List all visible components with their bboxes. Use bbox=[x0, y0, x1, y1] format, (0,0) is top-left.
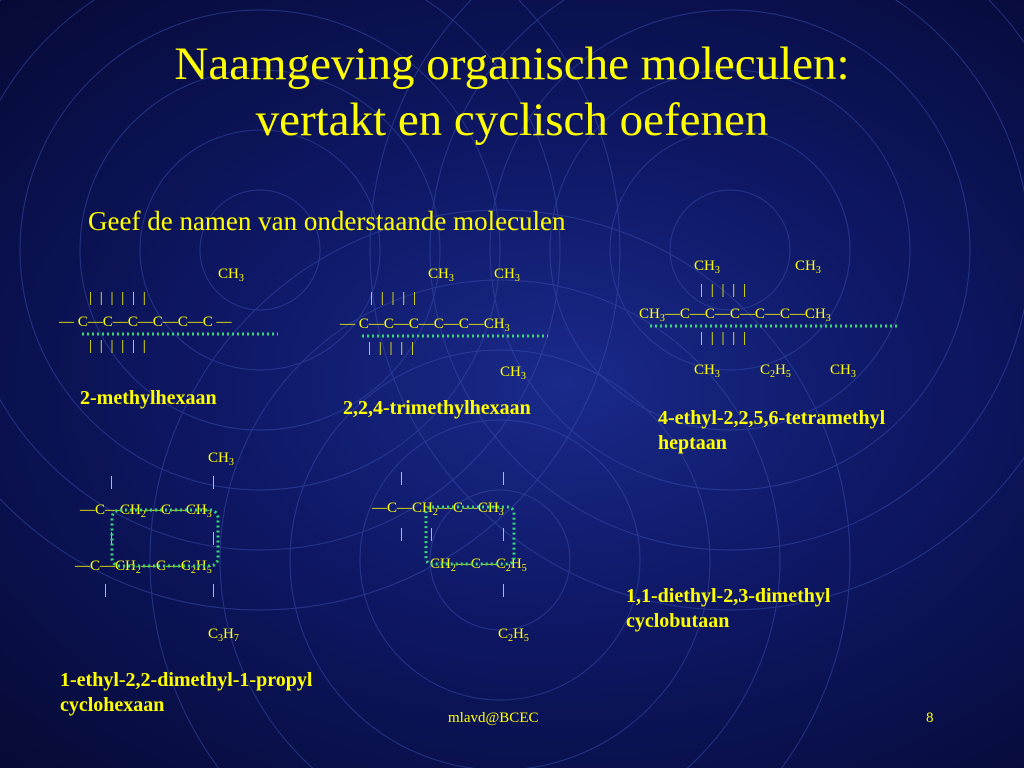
m4-row-1: $—C—CH_2—C—CH_3$ bbox=[80, 502, 212, 520]
m1-top-ch3: $CH_3$ bbox=[218, 266, 244, 284]
m3-name-line-1: 4-ethyl-2,2,5,6-tetramethyl bbox=[658, 407, 886, 429]
m4-bond-a: | bbox=[110, 474, 114, 490]
m4-bond-c: | bbox=[110, 530, 114, 546]
m1-chain: — C—C—C—C—C—C — bbox=[59, 314, 232, 330]
m3-name-line-2: heptaan bbox=[658, 432, 727, 454]
footer-text: mlavd@BCEC bbox=[448, 710, 539, 726]
title-line-1: Naamgeving organische moleculen: bbox=[174, 38, 850, 90]
m4-bond-e: | bbox=[104, 582, 108, 598]
m3-bottom-ch3-a: $CH_3$ bbox=[694, 362, 720, 380]
m2-top-ch3-b: $CH_3$ bbox=[494, 266, 520, 284]
m2-name: 2,2,4-trimethylhexaan bbox=[343, 397, 531, 419]
m2-top-ch3-a: $CH_3$ bbox=[428, 266, 454, 284]
m3-bottom-ch3-b: $CH_3$ bbox=[830, 362, 856, 380]
m3-bottom-c2h5: $C_2H_5$ bbox=[760, 362, 791, 380]
page-number: 8 bbox=[926, 710, 934, 726]
m4-bond-b: | bbox=[212, 474, 216, 490]
m1-bonds-up: | | | | | | bbox=[89, 290, 146, 306]
m4-row-2: $—C—CH_2—C—C_2H_5$ bbox=[75, 558, 212, 576]
m2-bonds-up: | | | | | bbox=[370, 290, 417, 306]
m5-name-line-2: cyclobutaan bbox=[626, 610, 730, 632]
m2-bonds-down: | | | | | bbox=[368, 340, 415, 356]
m4-bond-f: | bbox=[212, 582, 216, 598]
m3-top-ch3-a: $CH_3$ bbox=[694, 258, 720, 276]
title-line-2: vertakt en cyclisch oefenen bbox=[255, 94, 769, 146]
m1-bonds-down: | | | | | | bbox=[89, 338, 146, 354]
m5-bond-e: | bbox=[502, 526, 506, 542]
m5-bottom-c2h5: $C_2H_5$ bbox=[498, 626, 529, 644]
m5-bond-c: | bbox=[400, 526, 404, 542]
instruction-text: Geef de namen van onderstaande moleculen bbox=[88, 206, 566, 236]
m3-bonds-down: | | | | | bbox=[700, 330, 747, 346]
m5-name-line-1: 1,1-diethyl-2,3-dimethyl bbox=[626, 585, 831, 607]
m5-bond-f: | bbox=[502, 582, 506, 598]
m4-bond-d: | bbox=[212, 530, 216, 546]
m3-bonds-up: | | | | | bbox=[700, 282, 747, 298]
m1-name: 2-methylhexaan bbox=[80, 387, 217, 409]
m2-chain: — $C—C—C—C—C—CH_3$ bbox=[340, 316, 510, 334]
m5-row-1: $—C—CH_2—C—CH_3$ bbox=[372, 500, 504, 518]
m4-name-line-2: cyclohexaan bbox=[60, 694, 165, 716]
m5-row-2: $CH_2—C—C_2H_5$ bbox=[430, 556, 527, 574]
m3-chain: $CH_3—C—C—C—C—C—CH_3$ bbox=[639, 306, 831, 324]
m3-top-ch3-b: $CH_3$ bbox=[795, 258, 821, 276]
m4-top-ch3: $CH_3$ bbox=[208, 450, 234, 468]
m5-bond-b: | bbox=[502, 470, 506, 486]
m2-bottom-ch3: $CH_3$ bbox=[500, 364, 526, 382]
m4-name-line-1: 1-ethyl-2,2-dimethyl-1-propyl bbox=[60, 669, 313, 691]
m5-bond-a: | bbox=[400, 470, 404, 486]
m5-bond-d: | bbox=[430, 526, 434, 542]
m4-bottom-c3h7: $C_3H_7$ bbox=[208, 626, 239, 644]
